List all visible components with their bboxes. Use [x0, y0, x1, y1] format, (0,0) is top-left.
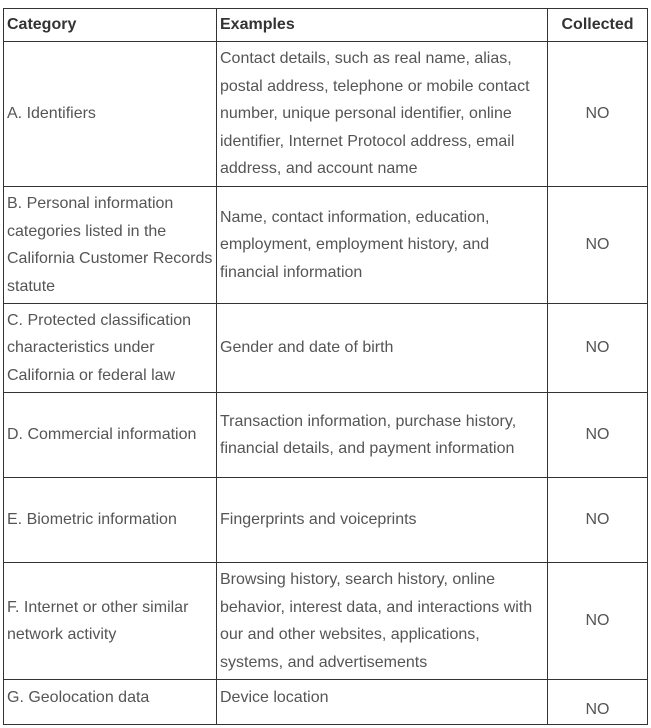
category-cell: G. Geolocation data [4, 680, 217, 725]
table-header-row [4, 9, 648, 42]
collected-cell: NO [548, 393, 648, 478]
table-row [4, 478, 648, 563]
table-row [4, 42, 648, 187]
examples-cell: Contact details, such as real name, alias, postal address, telephone or mobile contact number, unique personal identifier, online identifier, Internet Protocol address, email address, and account name [217, 42, 548, 187]
collected-cell: NO [548, 187, 648, 304]
header-category: Category [4, 9, 217, 42]
table-row [4, 680, 648, 725]
category-cell: A. Identifiers [4, 42, 217, 187]
collected-cell: NO [548, 478, 648, 563]
examples-cell: Name, contact information, education, employment, employment history, and financial information [217, 187, 548, 304]
category-cell: B. Personal information categories listed in the California Customer Records statute [4, 187, 217, 304]
examples-cell: Browsing history, search history, online behavior, interest data, and interactions with our and other websites, applications, systems, and advertisements [217, 563, 548, 680]
table-row [4, 187, 648, 304]
category-cell: D. Commercial information [4, 393, 217, 478]
table-row [4, 304, 648, 393]
category-cell: E. Biometric information [4, 478, 217, 563]
header-collected: Collected [548, 9, 648, 42]
collected-cell: NO [548, 563, 648, 680]
examples-cell: Gender and date of birth [217, 304, 548, 393]
collected-cell: NO [548, 42, 648, 187]
examples-cell: Transaction information, purchase history, financial details, and payment information [217, 393, 548, 478]
category-cell: F. Internet or other similar network activity [4, 563, 217, 680]
collected-cell: NO [548, 680, 648, 725]
header-examples: Examples [217, 9, 548, 42]
collected-cell: NO [548, 304, 648, 393]
category-cell: C. Protected classification characteristics under California or federal law [4, 304, 217, 393]
examples-cell: Fingerprints and voiceprints [217, 478, 548, 563]
table-row [4, 393, 648, 478]
table-row [4, 563, 648, 680]
data-collection-table [3, 8, 648, 725]
examples-cell: Device location [217, 680, 548, 725]
